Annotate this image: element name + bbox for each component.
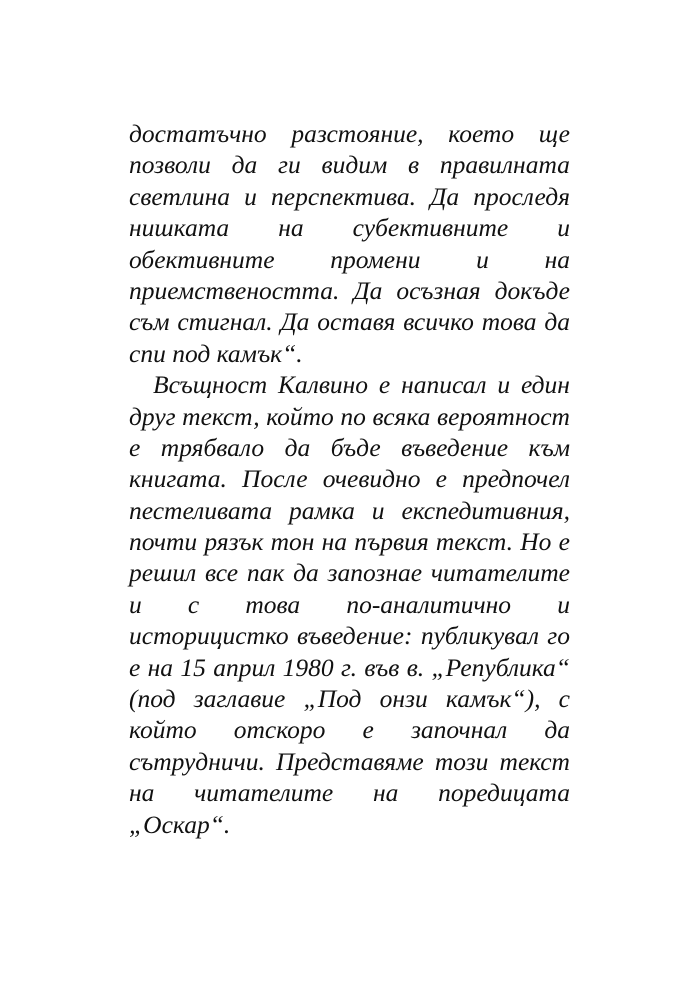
word: предпочел [462,464,570,494]
word: сътрудничи. [129,746,265,776]
word: рамка [289,495,355,525]
word: светлина [129,181,231,211]
word: с [187,589,200,619]
word: видим [321,150,388,180]
text-line [129,463,570,494]
word: бъде [330,432,381,462]
word: правилната [439,150,570,180]
word: поредицата [438,778,570,808]
word: г. [341,652,357,682]
word: пестеливата [129,495,273,525]
word: текст, [182,401,260,431]
word: и [497,370,511,400]
word: рязък [204,527,264,557]
word: пак [246,558,285,588]
word: книгата. [129,464,227,494]
text-line [129,306,570,337]
word: и [557,213,570,243]
word: запознае [327,558,423,588]
text-line [129,401,570,432]
text-line [129,777,570,808]
text-line [129,118,570,149]
word: 15 [180,652,206,682]
body-text [129,118,570,840]
word: което [448,119,515,148]
word: (под [129,684,176,714]
text-line [129,369,570,400]
text-line [129,432,570,463]
word: Но [520,527,552,557]
word: камък“), [445,684,541,714]
word: Всъщност [153,370,268,400]
word: достатъчно [129,119,267,148]
text-line [129,620,570,651]
word: и [476,244,489,274]
word: е [558,527,570,557]
word: все [204,558,239,588]
word: на [321,527,348,557]
word: в. [406,652,425,682]
word: на [372,778,399,808]
word: решил [129,558,197,588]
word: по-аналитично [346,589,512,619]
word: към [528,432,570,462]
word: текст. [435,527,514,557]
word: и [557,589,570,619]
word: „Република“ [431,652,570,682]
word: проследя [473,181,570,211]
word: очевидно [322,464,421,494]
word: текст [499,746,570,776]
word: Да [280,307,310,337]
word: историцистко [129,621,289,651]
word: да [284,432,311,462]
word: ги [278,150,301,180]
word: първия [354,527,429,557]
word: това [481,307,537,337]
word: всяка [372,401,431,431]
word: промени [330,244,421,274]
word: е [435,464,447,494]
word: разстояние, [291,119,424,148]
word: на [278,213,304,243]
word: въведение [401,432,509,462]
word: вероятност [437,401,570,431]
word: оставя [317,307,396,337]
word: тон [270,527,315,557]
word: е [129,432,141,462]
word: на [129,778,155,808]
word: който [266,401,334,431]
word: обективните [129,244,275,274]
word: този [434,746,489,776]
word: започнал [410,715,508,745]
word: един [520,370,570,400]
word: написал [401,370,487,400]
text-line [129,652,570,683]
text-line [129,557,570,588]
word: да [544,715,570,745]
word: въведение: [297,621,413,651]
text-line: „Оскар“. [129,809,231,839]
word: на [147,652,174,682]
text-line [129,244,570,275]
word: е [129,652,141,682]
word: е [362,715,374,745]
word: читателите [430,558,570,588]
word: друг [129,401,176,431]
word: съм [129,307,170,337]
word: докъде [494,275,570,305]
text-line [129,526,570,557]
word: ще [538,119,570,148]
word: нишката [129,213,230,243]
word: по [340,401,366,431]
word: позволи [129,150,211,180]
word: това [245,589,301,619]
word: трябвало [160,432,265,462]
word: Да [353,275,383,305]
text-line [129,714,570,745]
text-line [129,746,570,777]
word: всичко [403,307,474,337]
word: е [378,370,391,400]
word: в [408,150,420,180]
text-line [129,683,570,714]
word: почти [129,527,198,557]
word: отскоро [233,715,326,745]
word: онзи [379,684,428,714]
text-line [129,212,570,243]
text-line [129,181,570,212]
word: да [293,558,319,588]
text-line [129,495,570,526]
text-line [129,275,570,306]
word: и [244,181,257,211]
word: и [129,589,142,619]
word: Калвино [278,370,369,400]
word: Представяме [276,746,424,776]
word: да [231,150,258,180]
word: във [364,652,400,682]
text-line [129,589,570,620]
text-line: спи под камък“. [129,338,303,368]
word: да [544,307,570,337]
word: и [371,495,385,525]
word: заглавие [193,684,286,714]
word: приемствеността. [129,275,340,305]
word: който [129,715,197,745]
word: го [547,621,570,651]
word: Да [430,181,460,211]
word: осъзная [396,275,481,305]
word: публикувал [420,621,539,651]
word: „Под [303,684,362,714]
word: читателите [194,778,334,808]
word: субективните [352,213,509,243]
text-line [129,149,570,180]
word: 1980 [282,652,334,682]
word: април [213,652,276,682]
word: После [242,464,308,494]
word: с [558,684,570,714]
word: на [544,244,570,274]
word: стигнал. [177,307,273,337]
word: перспектива. [271,181,417,211]
word: експедитивния, [401,495,570,525]
